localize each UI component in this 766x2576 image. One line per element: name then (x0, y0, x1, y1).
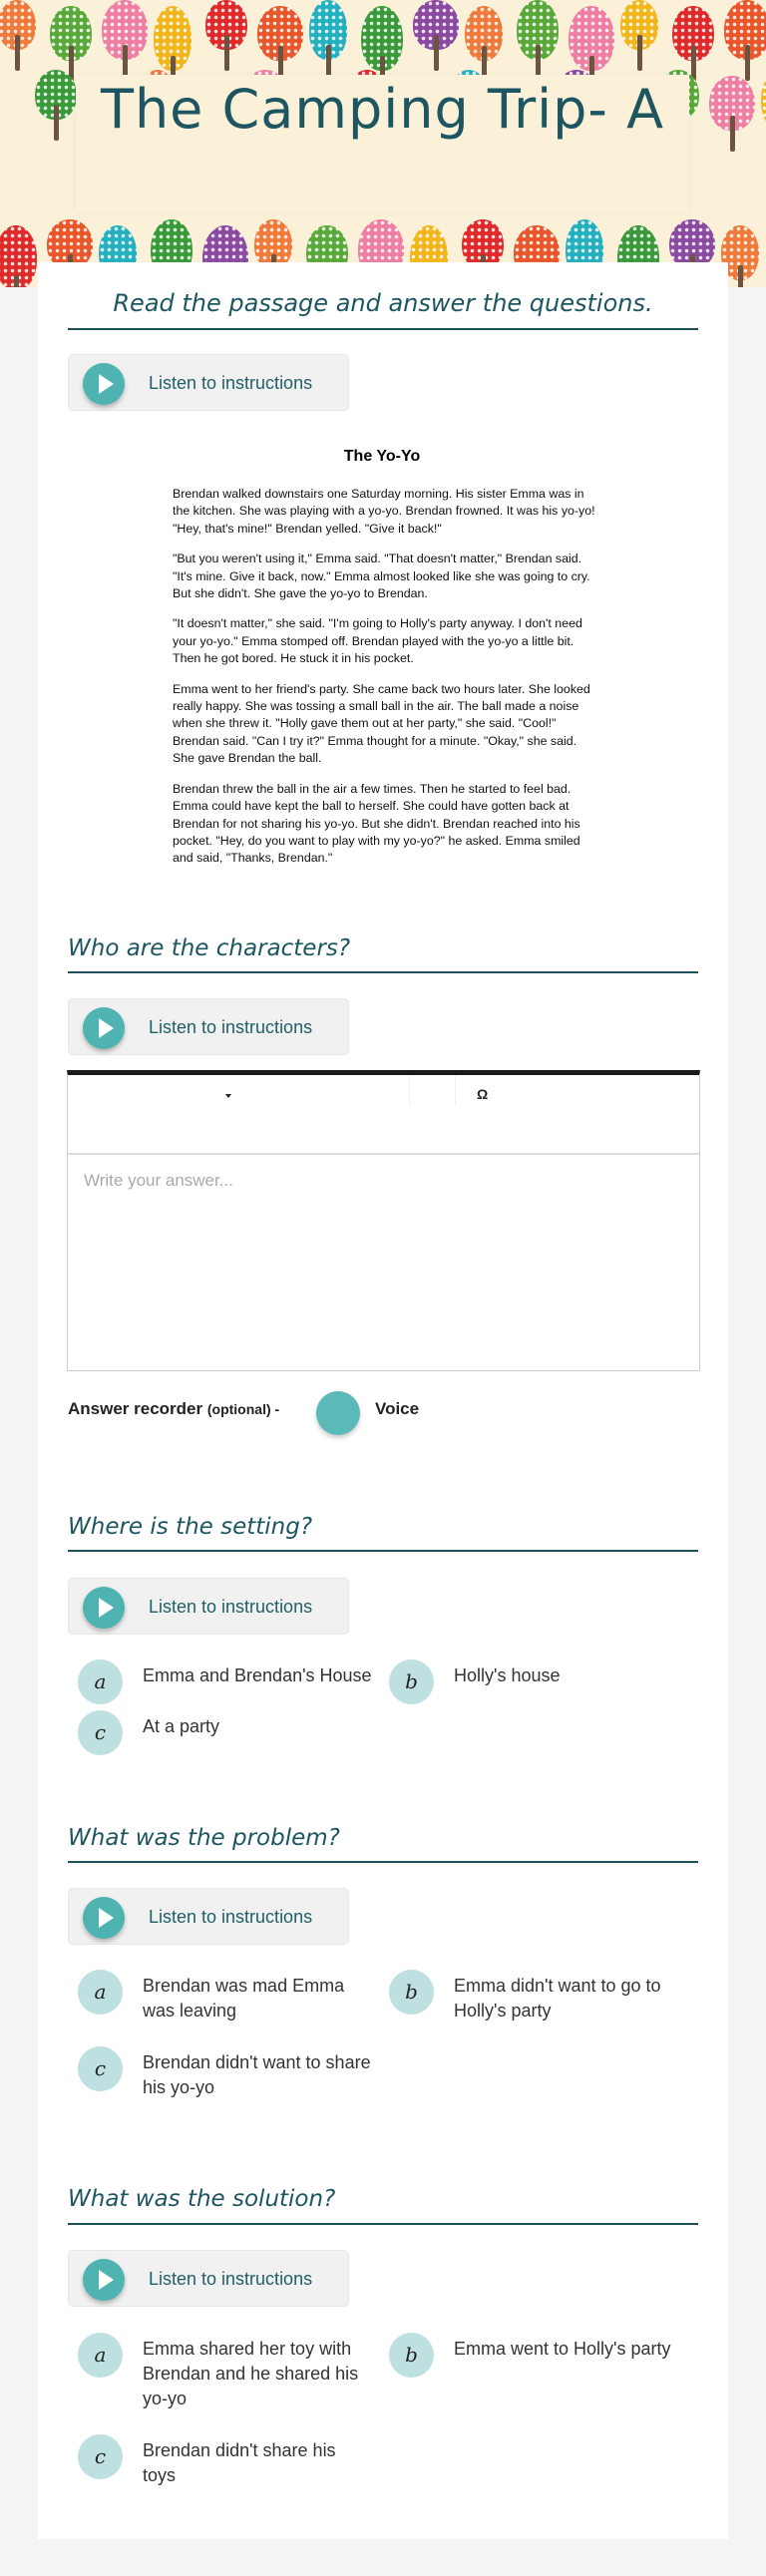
listen-instructions-button[interactable] (68, 1888, 349, 1945)
option-letter: c (78, 2046, 123, 2091)
recorder-optional: (optional) - (206, 1401, 280, 1417)
voice-label: Voice (375, 1399, 420, 1418)
listen-label: Listen to instructions (149, 2269, 313, 2289)
listen-instructions-button[interactable] (68, 998, 349, 1055)
divider (68, 1550, 698, 1552)
listen-label: Listen to instructions (149, 1907, 313, 1927)
option-text: Emma went to Holly's party (454, 2339, 671, 2359)
option-text: At a party (143, 1716, 220, 1736)
option-letter: c (78, 2434, 123, 2479)
question-heading-setting: Where is the setting? (68, 1514, 313, 1540)
answer-recorder-label (68, 1399, 279, 1419)
question-heading-characters: Who are the characters? (68, 935, 351, 961)
toolbar-separator (409, 1075, 410, 1105)
option-text: Holly's house (454, 1665, 561, 1685)
divider (68, 328, 698, 330)
listen-label: Listen to instructions (149, 1597, 313, 1617)
play-icon (83, 2259, 125, 2301)
passage-paragraph: Brendan walked downstairs one Saturday morning. His sister Emma was in the kitchen. She was playing with a yo-yo. Brendan frowned. It was his yo-yo! "Hey, that's mine!" Brendan yelled. "Give it back!" (173, 487, 595, 536)
passage-paragraph: "But you weren't using it," Emma said. "That doesn't matter," Brendan said. "It's mine. Give it back, now." Emma almost looked like she was going to cry. But she didn't. She gave the yo-yo to Brendan. (173, 552, 590, 601)
format-dropdown-caret-icon[interactable] (225, 1094, 231, 1098)
option-letter: a (78, 1970, 123, 2015)
passage-paragraph: Emma went to her friend's party. She came back two hours later. She looked really happy. She was tossing a small ball in the air. The ball made a noise when she threw it. "Holly gave them out at her party," she said. "Cool!" Brendan said. "Can I try it?" Emma thought for a minute. "Okay," she said. She gave Brendan the ball. (173, 681, 590, 766)
option-text: Brendan didn't want to share his yo-yo (143, 2052, 371, 2097)
play-icon (83, 363, 125, 405)
header-banner (0, 0, 766, 287)
title-box (76, 75, 689, 212)
option-letter: b (389, 1659, 434, 1704)
question-heading-problem: What was the problem? (68, 1825, 340, 1851)
divider (68, 971, 698, 973)
listen-instructions-button[interactable] (68, 1578, 349, 1635)
option-text: Emma shared her toy with Brendan and he shared his yo-yo (143, 2339, 359, 2408)
answer-textarea[interactable] (84, 1171, 683, 1360)
play-icon (83, 1897, 125, 1939)
option-text: Brendan didn't share his toys (143, 2440, 336, 2485)
option-text: Brendan was mad Emma was leaving (143, 1976, 345, 2021)
listen-label: Listen to instructions (149, 373, 313, 393)
option-text: Emma and Brendan's House (143, 1665, 372, 1685)
special-character-button[interactable]: Ω (477, 1086, 489, 1102)
option-letter: b (389, 2333, 434, 2378)
passage-paragraph: "It doesn't matter," she said. "I'm going to Holly's party anyway. I don't need your yo-yo." Emma stomped off. Brendan played with the yo-yo a little bit. Then he got bored. He stuck it in his pocket. (173, 616, 582, 666)
listen-label: Listen to instructions (149, 1017, 313, 1037)
option-letter: c (78, 1710, 123, 1755)
option-text: Emma didn't want to go to Holly's party (454, 1976, 661, 2021)
passage-text (173, 486, 596, 881)
option-letter: a (78, 1659, 123, 1704)
play-icon (83, 1587, 125, 1629)
recorder-label: Answer recorder (68, 1399, 203, 1418)
option-letter: b (389, 1970, 434, 2015)
divider (68, 1861, 698, 1863)
option-letter: a (78, 2333, 123, 2378)
listen-instructions-button[interactable] (68, 354, 349, 411)
toolbar-separator (455, 1075, 456, 1105)
listen-instructions-button[interactable] (68, 2250, 349, 2307)
passage-paragraph: Brendan threw the ball in the air a few times. Then he started to feel bad. Emma could have kept the ball to herself. She could have gotten back at Brendan for not sharing his yo-yo. But she didn't. Brendan reached into his pocket. "Hey, do you want to play with my yo-yo?" he asked. Emma smiled and said, "Thanks, Brendan." (173, 781, 580, 866)
divider (68, 2223, 698, 2225)
page-title: The Camping Trip- A (100, 78, 665, 141)
question-heading-solution: What was the solution? (68, 2186, 336, 2212)
record-voice-button[interactable] (316, 1391, 360, 1435)
rich-text-editor (67, 1070, 700, 1371)
editor-toolbar (68, 1075, 699, 1155)
intro-heading: Read the passage and answer the questions. (113, 289, 653, 317)
passage-title: The Yo-Yo (343, 448, 421, 465)
play-icon (83, 1007, 125, 1049)
